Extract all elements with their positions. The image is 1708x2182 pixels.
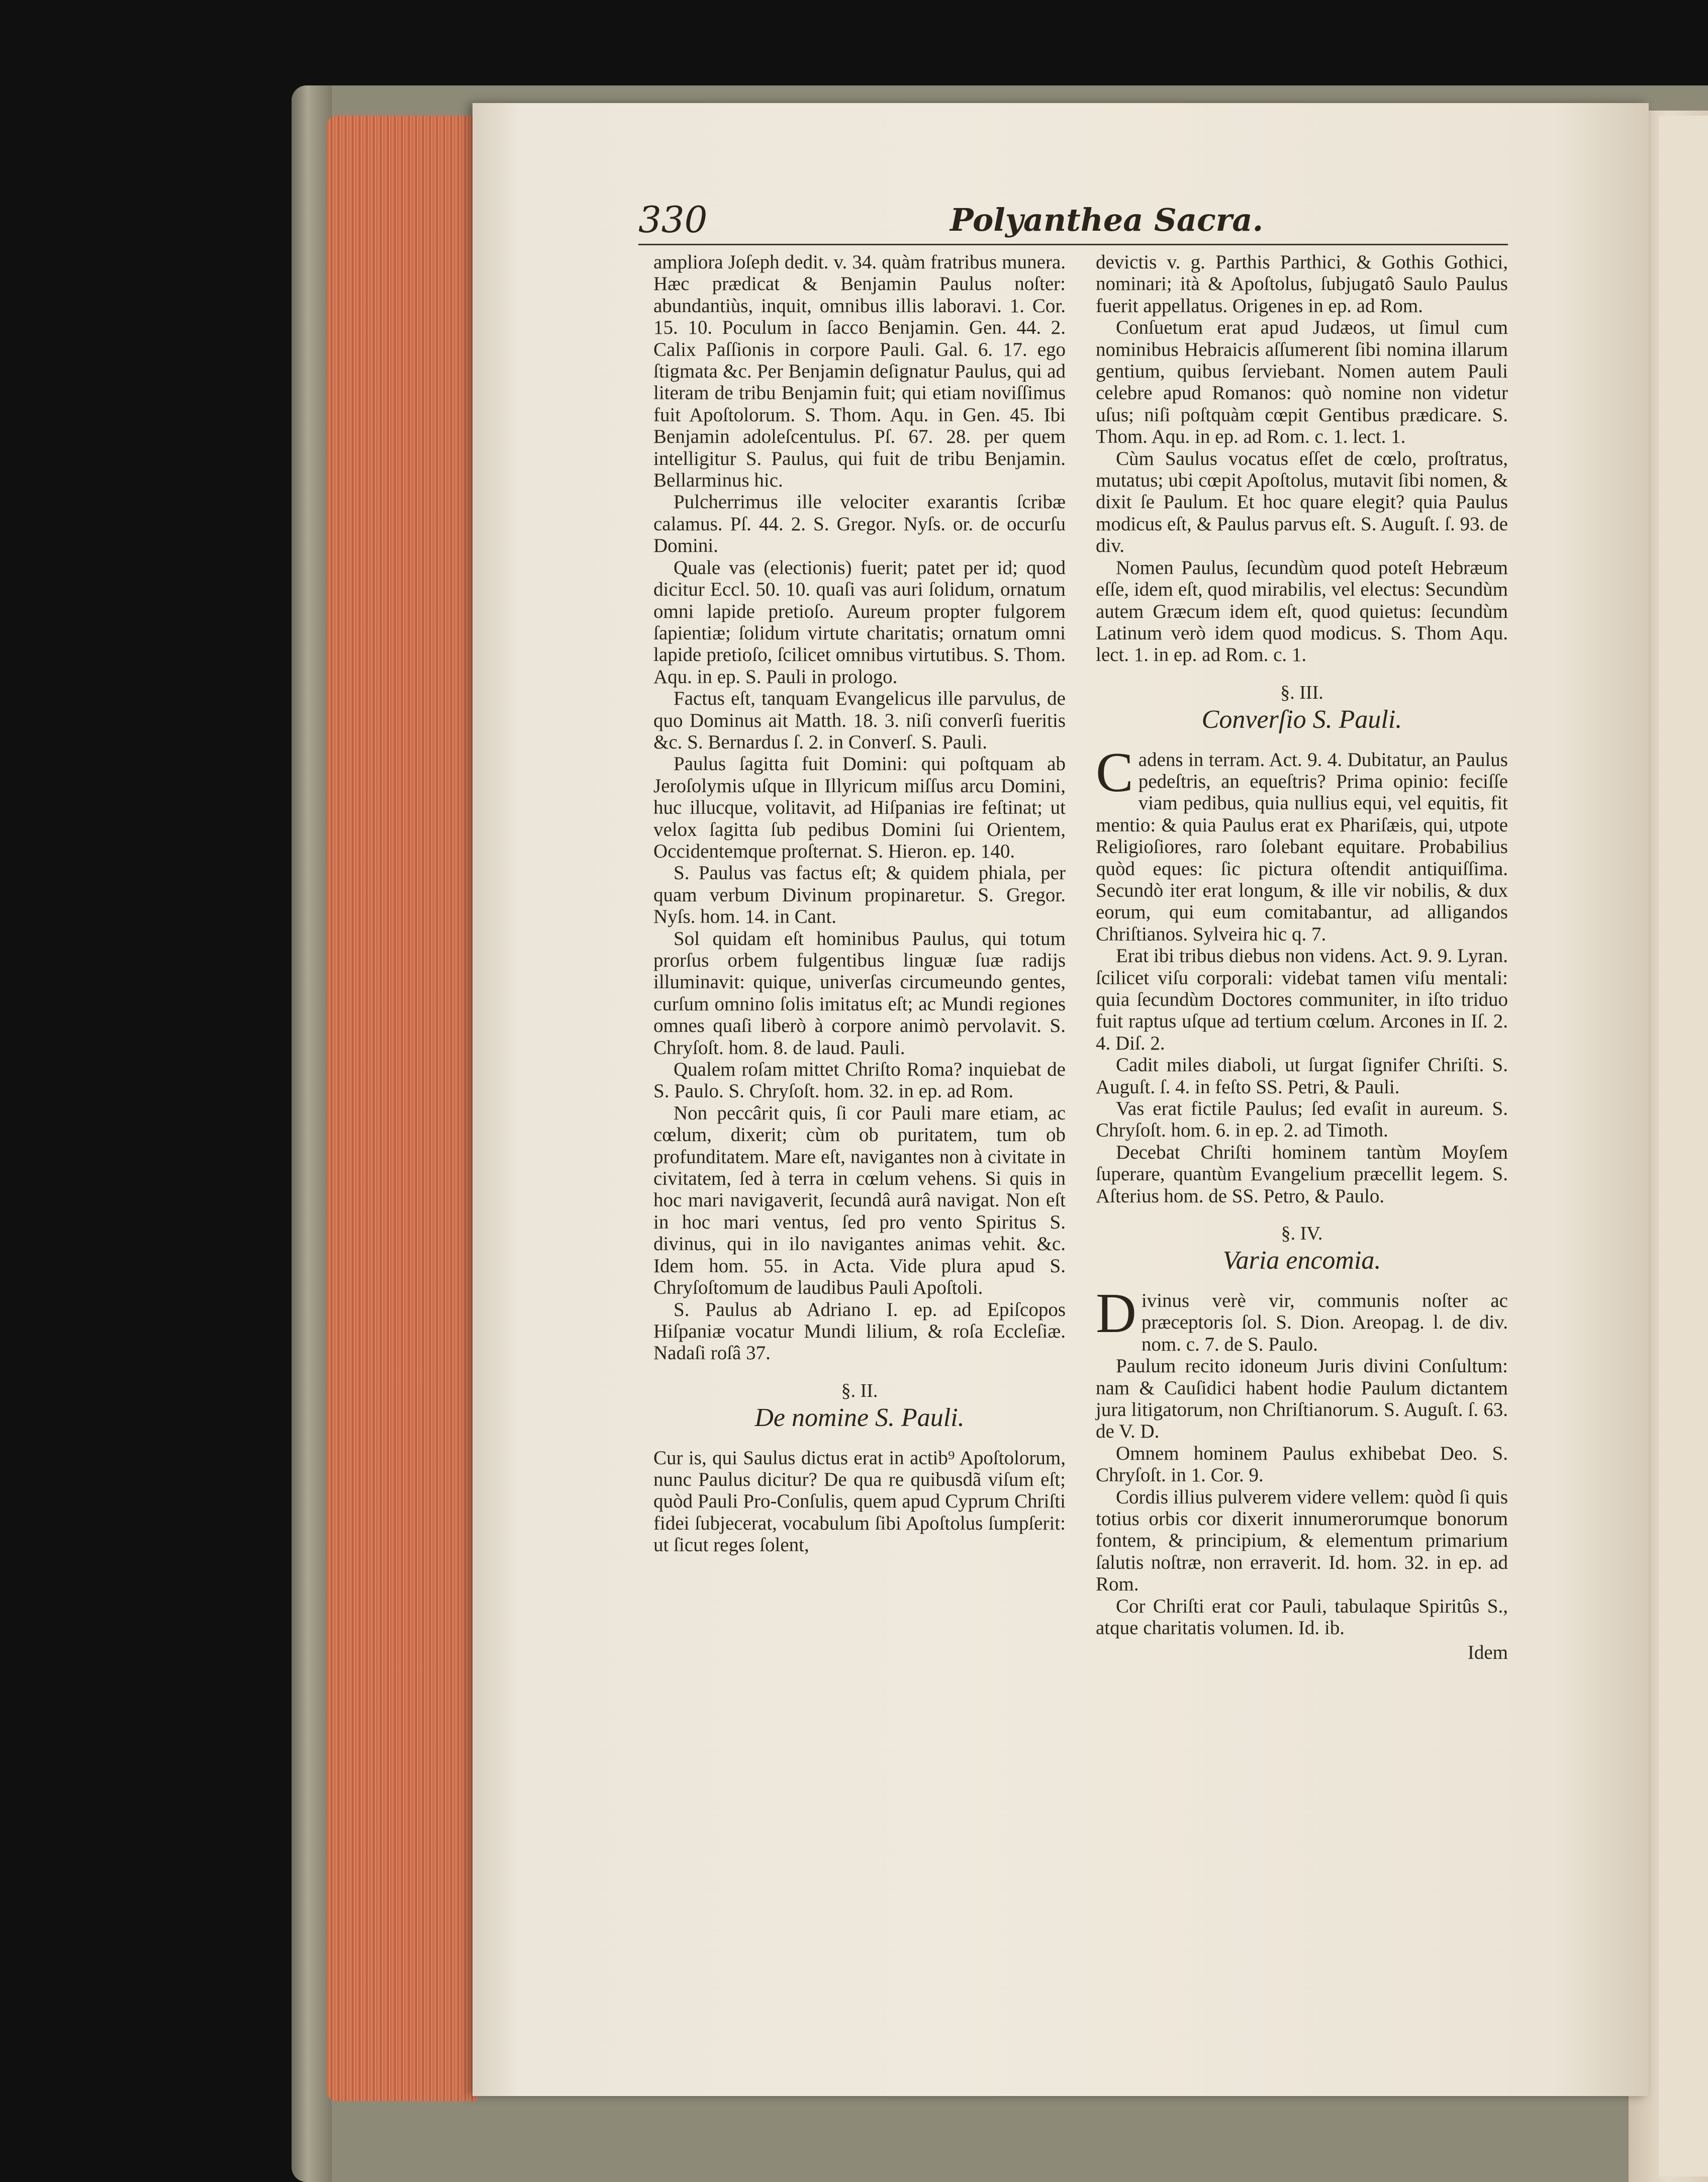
paragraph-text: ivinus verè vir, communis noſter ac præceptoris ſol. S. Dion. Areopag. l. de div. nom. c. 7. de S. Paulo. [1141,1289,1508,1355]
paragraph: Omnem hominem Paulus exhibebat Deo. S. Chryſoſt. in 1. Cor. 9. [1096,1442,1508,1486]
paragraph: Cordis illius pulverem videre vellem: quòd ſi quis totius orbis cor dixerit innumerorumque bonorum fontem, & principium, & elementum primarium ſalutis noſtræ, non erraverit. Id. hom. 32. in ep. ad Rom. [1096,1486,1508,1595]
page-edges-red [327,116,478,2101]
section-mark: §. III. [1280,682,1323,703]
paragraph: Paulus ſagitta fuit Domini: qui poſtquam ab Jeroſolymis uſque in Illyricum miſſus arcu Domini, huc illucque, volitavit, ad Hiſpanias ire feſtinat; ut velox ſagitta ſub pedibus Domini ſui Orientem, Occidentemque proſternat. S. Hieron. ep. 140. [653,753,1066,862]
left-column [653,251,1066,1556]
paragraph: Factus eſt, tanquam Evangelicus ille parvulus, de quo Dominus ait Matth. 18. 3. niſi converſi fueritis &c. S. Bernardus ſ. 2. in Converſ. S. Pauli. [653,688,1066,753]
book-spine-edge [292,85,332,2182]
section-title: Varia encomia. [1222,1246,1381,1275]
right-column [1096,251,1508,1664]
paragraph-text: adens in terram. Act. 9. 4. Dubitatur, an Paulus pedeſtris, an equeſtris? Prima opinio: feciſſe viam pedibus, quia nullius equi, vel equitis, fit mentio: & quia Paulus erat ex Phariſæis, qui, utpote Religioſiores, raro ſolebant equitare. Probabilius quòd eques: ſic pictura oſtendit antiquiſſima. Secundò iter erat longum, & ille vir nobilis, & dux eorum, qui eum comitabantur, ad alligandos Chriſtianos. Sylveira hic q. 7. [1096,748,1508,945]
section-title: Converſio S. Pauli. [1201,705,1402,734]
paragraph: Paulum recito idoneum Juris divini Conſultum: nam & Cauſidici habent hodie Paulum dictantem jura litigatorum, non Chriſtianorum. S. Auguſt. ſ. 63. de V. D. [1096,1355,1508,1443]
page-number: 330 [638,199,708,241]
paragraph: Qualem roſam mittet Chriſto Roma? inquiebat de S. Paulo. S. Chryſoſt. hom. 32. in ep. ad Rom. [653,1059,1066,1102]
section-mark: §. II. [841,1380,878,1401]
facing-page-edge [1659,116,1708,2176]
paragraph: Cor Chriſti erat cor Pauli, tabulaque Spiritûs S., atque charitatis volumen. Id. ib. [1096,1595,1508,1639]
paragraph: Erat ibi tribus diebus non videns. Act. 9. 9. Lyran. ſcilicet viſu corporali: videbat tamen viſu mentali: quia ſecundùm Doctores communiter, in iſto triduo fuit raptus uſque ad tertium cœlum. Arcones in Iſ. 2. 4. Diſ. 2. [1096,945,1508,1054]
page-header [638,199,1508,245]
running-title: Polyanthea Sacra. [950,202,1264,238]
paragraph: Pulcherrimus ille velociter exarantis ſcribæ calamus. Pſ. 44. 2. S. Gregor. Nyſs. or. de occurſu Domini. [653,491,1066,557]
paragraph: Cùm Saulus vocatus eſſet de cœlo, proſtratus, mutatus; ubi cœpit Apoſtolus, mutavit ſibi nomen, & dixit ſe Paulum. Et hoc quare elegit? quia Paulus modicus eſt, & Paulus parvus eſt. S. Auguſt. ſ. 93. de div. [1096,447,1508,557]
paragraph: Cadit miles diaboli, ut ſurgat ſignifer Chriſti. S. Auguſt. ſ. 4. in feſto SS. Petri, & Pauli. [1096,1054,1508,1098]
paragraph: Cur is, qui Saulus dictus erat in actib⁹ Apoſtolorum, nunc Paulus dicitur? De qua re quibusdã viſum eſt; quòd Pauli Pro-Conſulis, quem apud Cyprum Chriſti fidei ſubjecerat, vocabulum ſibi Apoſtolus ſumpſerit: ut ſicut reges ſolent, [653,1447,1066,1556]
section-mark: §. IV. [1281,1223,1323,1245]
drop-cap: D [1096,1282,1136,1345]
paragraph: Conſuetum erat apud Judæos, ut ſimul cum nominibus Hebraicis aſſumerent ſibi nomina illarum gentium, quibus ſerviebant. Nomen autem Pauli celebre apud Romanos: quò nomine non videtur uſus; niſi poſtquàm cœpit Gentibus prædicare. S. Thom. Aqu. in ep. ad Rom. c. 1. lect. 1. [1096,317,1508,448]
drop-cap: C [1096,741,1133,804]
paragraph: S. Paulus vas factus eſt; & quidem phiala, per quam verbum Divinum propinaretur. S. Gregor. Nyſs. hom. 14. in Cant. [653,862,1066,928]
paragraph: S. Paulus ab Adriano I. ep. ad Epiſcopos Hiſpaniæ vocatur Mundi lilium, & roſa Eccleſiæ. Nadaſi roſâ 37. [653,1298,1066,1364]
catchword: Idem [1467,1642,1508,1664]
paragraph: Quale vas (electionis) fuerit; patet per id; quod dicitur Eccl. 50. 10. quaſi vas auri ſolidum, ornatum omni lapide pretioſo. Aureum propter fulgorem ſapientiæ; ſolidum virtute charitatis; ornatum omni lapide pretioſo, ſcilicet omnibus virtutibus. S. Thom. Aqu. in ep. S. Pauli in prologo. [653,556,1066,688]
paragraph: Decebat Chriſti hominem tantùm Moyſem ſuperare, quantùm Evangelium præcellit legem. S. Aſterius hom. de SS. Petro, & Paulo. [1096,1141,1508,1207]
paragraph: Sol quidam eſt hominibus Paulus, qui totum prorſus orbem fulgentibus linguæ ſuæ radijs illuminavit: quique, univerſas circumeundo gentes, curſum omnino ſolis imitatus eſt; ac Mundi regiones omnes quaſi liberò à corpore animò pervolavit. S. Chryſoſt. hom. 8. de laud. Pauli. [653,927,1066,1059]
paragraph: devictis v. g. Parthis Parthici, & Gothis Gothici, nominari; ità & Apoſtolus, ſubjugatô Saulo Paulus fuerit appellatus. Origenes in ep. ad Rom. [1096,251,1508,317]
paragraph: Vas erat fictile Paulus; ſed evaſit in aureum. S. Chryſoſt. hom. 6. in ep. 2. ad Timoth. [1096,1098,1508,1142]
paragraph: Non peccârit quis, ſi cor Pauli mare etiam, ac cœlum, dixerit; cùm ob puritatem, tum ob profunditatem. Mare eſt, navigantes non à civitate in civitatem, ſed à terra in cœlum vehens. Si quis in hoc mari navigaverit, ſecundâ aurâ navigat. Non eſt in hoc mari ventus, ſed pro vento Spiritus S. divinus, qui in ilo navigantes animas vehit. &c. Idem hom. 55. in Acta. Vide plura apud S. Chryſoſtomum de laudibus Pauli Apoſtoli. [653,1102,1066,1299]
paragraph: Nomen Paulus, ſecundùm quod poteſt Hebræum eſſe, idem eſt, quod mirabilis, vel electus: Secundùm autem Græcum idem eſt, quod quietus: ſecundùm Latinum verò idem quod modicus. S. Thom Aqu. lect. 1. in ep. ad Rom. c. 1. [1096,556,1508,666]
section-title: De nomine S. Pauli. [754,1403,965,1433]
paragraph-with-dropcap [1096,741,1508,945]
paragraph: ampliora Joſeph dedit. v. 34. quàm fratribus munera. Hæc prædicat & Benjamin Paulus noſter: abundantiùs, inquit, omnibus illis laboravi. 1. Cor. 15. 10. Poculum in ſacco Benjamin. Gen. 44. 2. Calix Paſſionis in corpore Pauli. Gal. 6. 17. ego ſtigmata &c. Per Benjamin deſignatur Paulus, qui ad literam de tribu Benjamin fuit; qui etiam noviſſimus fuit Apoſtolorum. S. Thom. Aqu. in Gen. 45. Ibi Benjamin adoleſcentulus. Pſ. 67. 28. per quem intelligitur S. Paulus, qui fuit de tribu Benjamin. Bellarminus hic. [653,251,1066,492]
paragraph-with-dropcap [1096,1282,1508,1355]
